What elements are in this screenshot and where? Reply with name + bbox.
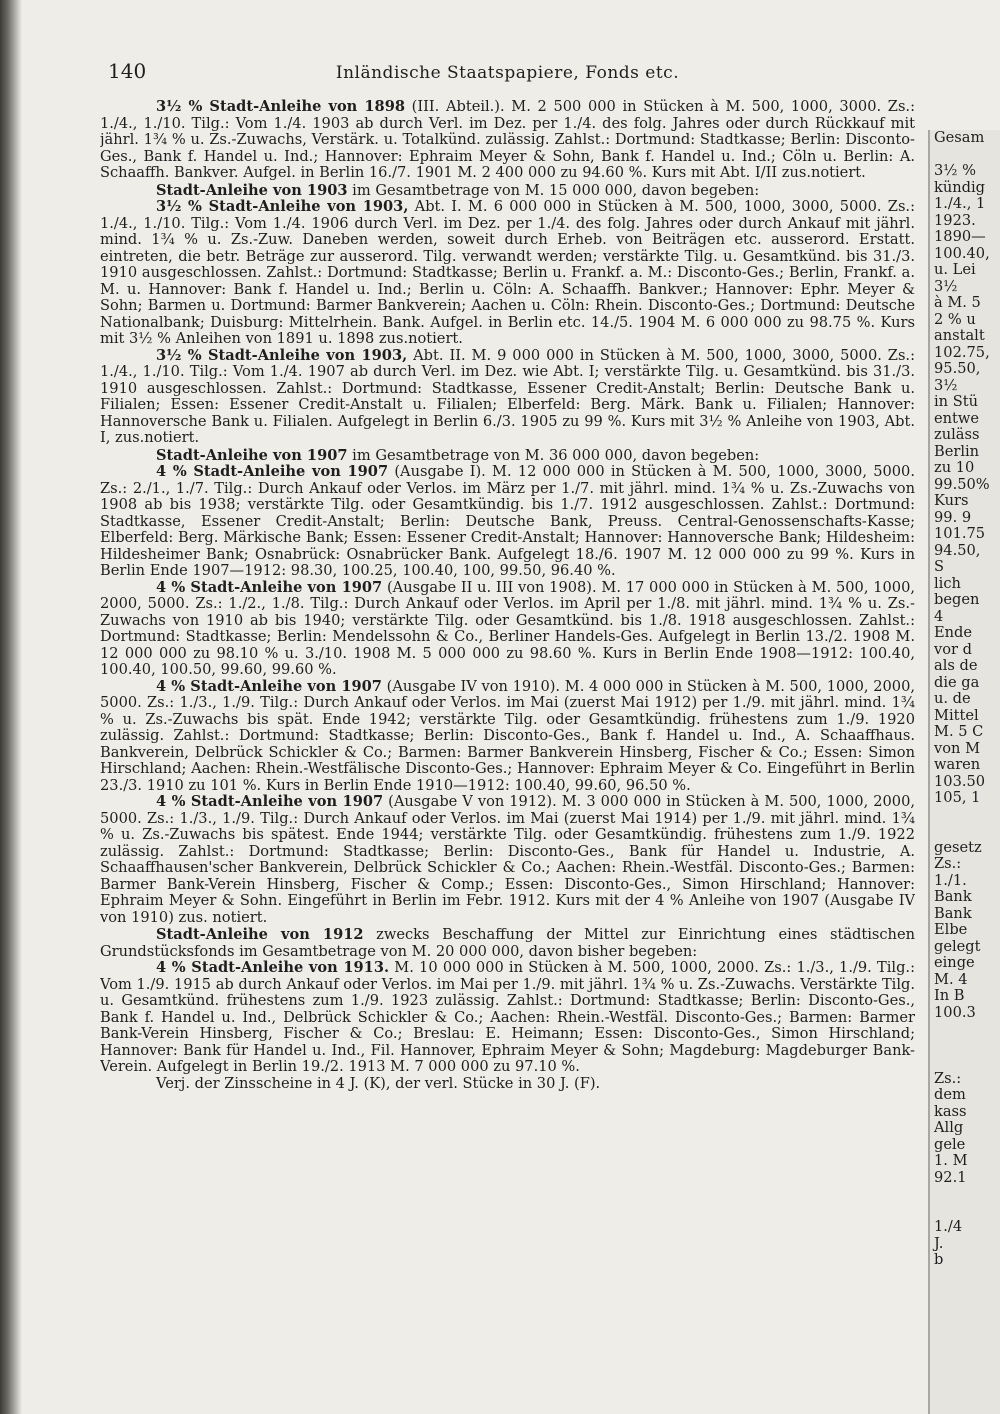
issue-title: 4 % Stadt-Anleihe von 1907 [156, 677, 382, 695]
section-heading-paragraph [100, 927, 915, 960]
adjacent-page-fragment: 1923. [934, 211, 976, 229]
adjacent-page-fragment: 105, 1 [934, 789, 981, 806]
section-heading-paragraph [100, 183, 915, 200]
adjacent-page-fragment: 3½ [934, 376, 958, 394]
adjacent-page-fragment: u. de [934, 690, 971, 707]
adjacent-page-fragment: als de [934, 657, 978, 674]
issue-title: 4 % Stadt-Anleihe von 1913. [156, 959, 390, 976]
issue-text: (Ausgabe V von 1912). M. 3 000 000 in Stücken à M. 500, 1000, 2000, 5000. Zs.: 1./3., 1./9. Tilg.: Durch Ankauf oder Verlos. im Mai (zuerst Mai 1914) per 1./9. mit jährl. mind. 1¾ % u. Zs.-Zuwachs bis spätest. Ende 1944; verstärkte Tilg. oder Gesamtkündig. frühestens zum 1./9. 1922 zulässig. Zahlst.: Dortmund: Stadtkasse; Berlin: Disconto-Ges., Bank für Handel u. Industrie, A. Schaaffhausen'scher Bankverein, Delbrück Schickler & Co.; Aachen: Rhein.-Westfäl. Disconto-Ges.; Barmen: Barmer Bank-Verein Hinsberg, Fischer & Comp.; Essen: Disconto-Ges., Simon Hirschland; Hannover: Ephraim Meyer & Sohn. Eingeführt in Berlin im Febr. 1912. Kurs mit der 4 % Anleihe von 1907 (Ausgabe IV von 1910) zus. notiert. [100, 793, 915, 926]
adjacent-page-fragment: 102.75, [934, 343, 990, 361]
adjacent-page-fragment: in Stü [934, 393, 978, 410]
adjacent-page-fragment: kass [934, 1102, 967, 1120]
issue-text: M. 10 000 000 in Stücken à M. 500, 1000, 2000. Zs.: 1./3., 1./9. Tilg.: Vom 1./9. 1915 ab durch Ankauf oder Verlos. im Mai per 1./9. mit jährl. 1¾ % u. Zs.-Zuwachs. Verstärkte Tilg. u. Gesamtkünd. frühestens zum 1./9. 1923 zulässig. Zahlst.: Dortmund: Stadtkasse; Berlin: Disconto-Ges., Bank f. Handel u. Ind., Delbrück Schickler & Co.; Aachen: Rhein.-Westfäl. Disconto-Ges.; Barmen: Barmer Bank-Verein Hinsberg, Fischer & Co.; Breslau: E. Heimann; Essen: Disconto-Ges., Simon Hirschland; Hannover: Bank für Handel u. Ind., Fil. Hannover, Ephraim Meyer & Sohn; Magdeburg: Magdeburger Bank-Verein. Aufgelegt in Berlin 19./2. 1913 M. 7 000 000 zu 97.10 %. [100, 959, 915, 1075]
adjacent-page-fragment: gele [934, 1135, 966, 1153]
running-head: Inländische Staatspapiere, Fonds etc. [335, 63, 680, 83]
adjacent-page-fragment: Gesam [934, 130, 985, 146]
adjacent-page-fragment: entwe [934, 409, 980, 427]
adjacent-page-fragment: J. [934, 1234, 944, 1252]
adjacent-page-fragment: In B [934, 987, 965, 1004]
issue-text: zwecks Beschaffung der Mittel zur Einrichtung eines städtischen Grundstücksfonds im Gesamtbetrage von M. 20 000 000, davon bisher begeben: [100, 926, 915, 960]
adjacent-page-text [930, 130, 1000, 1269]
adjacent-page-fragment: 103.50 [934, 772, 986, 790]
adjacent-page-fragment: 95.50, [934, 360, 981, 377]
adjacent-page-fragment: Zs.: [934, 1069, 962, 1087]
adjacent-page-fragment [934, 1186, 1000, 1203]
adjacent-page-fragment: von M [934, 739, 981, 757]
body-text [100, 99, 915, 1092]
issue-text: (III. Abteil.). M. 2 500 000 in Stücken à M. 500, 1000, 3000. Zs.: 1./4., 1./10. Tilg.: Vom 1./4. 1903 ab durch Verl. im Dez. per 1./4. des folg. Jahres oder durch Rückkauf mit jährl. 1¾ % u. Zs.-Zuwachs, Verstärk. u. Totalkünd. zulässig. Zahlst.: Dortmund: Stadtkasse; Berlin: Disconto-Ges., Bank f. Handel u. Ind.; Hannover: Ephraim Meyer & Sohn, Bank f. Handel u. Ind.; Cöln u. Berlin: A. Schaaffh. Bankver. Aufgel. in Berlin 16./7. 1901 M. 2 400 000 zu 94.60 %. Kurs mit Abt. I/II zus.notiert. [100, 98, 915, 181]
adjacent-page-fragment [934, 807, 1000, 824]
issue-text: Abt. II. M. 9 000 000 in Stücken à M. 500, 1000, 3000, 5000. Zs.: 1./4., 1./10. Tilg.: Vom 1./4. 1907 ab durch Verl. im Dez. wie Abt. I; verstärkte Tilg. u. Gesamtkünd. bis 31./3. 1910 ausgeschlossen. Zahlst.: Dortmund: Stadtkasse, Essener Credit-Anstalt; Berlin: Deutsche Bank u. Filialen; Essen: Essener Credit-Anstalt u. Filialen; Elberfeld: Berg. Märk. Bank u. Filialen; Hannover: Hannoversche Bank u. Filialen. Aufgelegt in Berlin 6./3. 1905 zu 99 %. Kurs mit 3½ % Anleihe von 1903, Abt. I, zus.notiert. [100, 346, 915, 446]
adjacent-page-fragment: lich [934, 574, 961, 592]
adjacent-page-fragment [934, 147, 1000, 164]
issue-text: Verj. der Zinsscheine in 4 J. (K), der verl. Stücke in 30 J. (F). [156, 1074, 601, 1092]
issue-title: 3½ % Stadt-Anleihe von 1898 [156, 98, 406, 115]
adjacent-page-fragment: Zs.: [934, 855, 962, 872]
adjacent-page-fragment: Mittel [934, 706, 979, 724]
issue-text: Abt. I. M. 6 000 000 in Stücken à M. 500, 1000, 3000, 5000. Zs.: 1./4., 1./10. Tilg.: Vom 1./4. 1906 durch Verl. im Dez. per 1./4. des folg. Jahres oder durch Ankauf mit jährl. mind. 1¾ % u. Zs.-Zuw. Daneben werden, soweit durch Erheb. von Beiträgen etc. ausserord. Erstatt. eintreten, die betr. Beträge zur ausserord. Tilg. verwandt werden; verstärkte Tilg. u. Gesamtkünd. bis 31./3. 1910 ausgeschlossen. Zahlst.: Dortmund: Stadtkasse; Berlin u. Frankf. a. M.: Disconto-Ges.; Berlin, Frankf. a. M. u. Hannover: Bank f. Handel u. Ind.; Berlin u. Cöln: A. Schaaffh. Bankver.; Hannover: Ephr. Meyer & Sohn; Barmen u. Dortmund: Barmer Bankverein; Aachen u. Cöln: Rhein. Disconto-Ges.; Dortmund: Deutsche Nationalbank; Duisburg: Mittelrhein. Bank. Aufgel. in Berlin etc. 14./5. 1904 M. 6 000 000 zu 98.75 %. Kurs mit 3½ % Anleihen von 1891 u. 1898 zus.notiert. [100, 198, 915, 347]
adjacent-page-fragment: Bank [934, 888, 972, 905]
issue-title: 3½ % Stadt-Anleihe von 1903, [156, 198, 409, 215]
bond-issue-paragraph [100, 348, 915, 447]
issue-title: 4 % Stadt-Anleihe von 1907 [156, 463, 389, 480]
book-binding-shadow [0, 0, 22, 1414]
adjacent-page-fragment: die ga [934, 673, 980, 691]
adjacent-page-fragment: M. 5 C [934, 723, 984, 740]
adjacent-page-fragment: 100.3 [934, 1003, 976, 1021]
adjacent-page-fragment [934, 1203, 1000, 1220]
main-column [100, 55, 915, 1385]
adjacent-page-fragment: 1./4., 1 [934, 195, 986, 212]
issue-title: Stadt-Anleihe von 1912 [156, 926, 364, 943]
adjacent-page-fragment: 100.40, [934, 244, 990, 262]
issue-title: Stadt-Anleihe von 1903 [156, 181, 348, 199]
issue-text: (Ausgabe IV von 1910). M. 4 000 000 in Stücken à M. 500, 1000, 2000, 5000. Zs.: 1./3., 1./9. Tilg.: Durch Ankauf oder Verlos. im Mai (zuerst Mai 1912) per 1./9. mit jährl. mind. 1¾ % u. Zs.-Zuwachs bis spät. Ende 1942; verstärkte Tilg. oder Gesamtkündig. frühestens zum 1./9. 1920 zulässig. Zahlst.: Dortmund: Stadtkasse; Berlin: Disconto-Ges., Bank f. Handel u. Ind., A. Schaaffhaus. Bankverein, Delbrück Schickler & Co.; Barmen: Barmer Bankverein Hinsberg, Fischer & Co.; Essen: Simon Hirschland; Aachen: Rhein.-Westfälische Disconto-Ges.; Hannover: Ephraim Meyer & Co. Eingeführt in Berlin 23./3. 1910 zu 101 %. Kurs in Berlin Ende 1910—1912: 100.40, 99.60, 96.50 %. [100, 677, 915, 794]
adjacent-page-fragment: 99. 9 [934, 508, 972, 526]
issue-title: 4 % Stadt-Anleihe von 1907 [156, 578, 383, 596]
page-header [100, 55, 915, 99]
adjacent-page-fragment: 1./1. [934, 871, 967, 889]
adjacent-page-fragment: 4 [934, 607, 944, 625]
issue-text: (Ausgabe I). M. 12 000 000 in Stücken à M. 500, 1000, 3000, 5000. Zs.: 2./1., 1./7. Tilg.: Durch Ankauf oder Verlos. im März per 1./7. mit jährl. mind. 1¾ % u. Zs.-Zuwachs von 1908 ab bis 1938; verstärkte Tilg. oder Gesamtkündig. bis 1./7. 1912 ausgeschlossen. Zahlst.: Dortmund: Stadtkasse, Essener Credit-Anstalt; Berlin: Deutsche Bank, Preuss. Central-Genossenschafts-Kasse; Elberfeld: Berg. Märkische Bank; Essen: Essener Credit-Anstalt; Hannover: Hannoversche Bank; Hildesheim: Hildesheimer Bank; Osnabrück: Osnabrücker Bank. Aufgelegt 18./6. 1907 M. 12 000 000 zu 99 %. Kurs in Berlin Ende 1907—1912: 98.30, 100.25, 100.40, 100, 99.50, 96.40 %. [100, 463, 915, 579]
adjacent-page-fragment [934, 1021, 1000, 1038]
issue-title: Stadt-Anleihe von 1907 [156, 446, 348, 464]
bond-issue-paragraph [100, 199, 915, 348]
bond-issue-paragraph [100, 960, 915, 1076]
adjacent-page-fragment: 94.50, [934, 541, 981, 559]
bond-issue-paragraph [100, 580, 915, 679]
adjacent-page-fragment: 1./4 [934, 1218, 963, 1235]
adjacent-page-fragment: 3½ [934, 277, 958, 295]
issue-text: im Gesamtbetrage von M. 36 000 000, davon begeben: [347, 446, 760, 464]
adjacent-page-fragment: Elbe [934, 921, 968, 938]
adjacent-page-fragment: 1890— [934, 228, 986, 245]
adjacent-page-fragment: 92.1 [934, 1168, 967, 1186]
adjacent-page-fragment: 101.75 [934, 525, 986, 542]
adjacent-page-fragment: Kurs [934, 492, 969, 509]
adjacent-page-fragment: begen [934, 591, 980, 608]
issue-title: 3½ % Stadt-Anleihe von 1903, [156, 346, 408, 364]
bond-issue-paragraph [100, 794, 915, 926]
adjacent-page-fragment: gelegt [934, 937, 981, 955]
adjacent-page-fragment: gesetz [934, 838, 982, 856]
adjacent-page-fragment: anstalt [934, 327, 985, 344]
adjacent-page-fragment: S [934, 558, 944, 575]
adjacent-page-fragment: u. Lei [934, 261, 976, 278]
adjacent-page-fragment [934, 823, 1000, 840]
adjacent-page-fragment: 2 % u [934, 310, 976, 328]
adjacent-page-fragment: dem [934, 1086, 966, 1103]
adjacent-page-fragment: einge [934, 954, 975, 971]
adjacent-page-edge [928, 130, 1000, 1414]
issue-title: 4 % Stadt-Anleihe von 1907 [156, 793, 384, 810]
adjacent-page-fragment: Berlin [934, 442, 980, 460]
bond-issue-paragraph [100, 99, 915, 182]
adjacent-page-fragment: zu 10 [934, 459, 975, 476]
adjacent-page-fragment: Bank [934, 904, 972, 922]
adjacent-page-fragment [934, 1038, 1000, 1055]
adjacent-page-fragment: zuläss [934, 426, 980, 443]
adjacent-page-fragment: kündig [934, 178, 985, 196]
adjacent-page-fragment: Ende [934, 624, 973, 641]
adjacent-page-fragment: 99.50% [934, 475, 990, 493]
bond-issue-paragraph [100, 464, 915, 580]
footnote-paragraph [100, 1076, 915, 1093]
adjacent-page-fragment: waren [934, 756, 981, 773]
issue-text: (Ausgabe II u. III von 1908). M. 17 000 000 in Stücken à M. 500, 1000, 2000, 5000. Zs.: 1./2., 1./8. Tilg.: Durch Ankauf oder Verlos. im April per 1./8. mit jährl. mind. 1¾ % u. Zs.-Zuwachs von 1910 ab bis 1940; verstärkte Tilg. oder Gesamtkünd. bis 1./8. 1918 ausgeschlossen. Zahlst.: Dortmund: Stadtkasse; Berlin: Mendelssohn & Co., Berliner Handels-Ges. Aufgelegt in Berlin 13./2. 1908 M. 12 000 000 zu 98.10 % u. 3./10. 1908 M. 5 000 000 zu 98.60 %. Kurs in Berlin Ende 1908—1912: 100.40, 100.40, 100.50, 99.60, 99.60 %. [100, 578, 915, 678]
page-number: 140 [108, 59, 147, 83]
adjacent-page-fragment: 3½ % [934, 162, 976, 179]
adjacent-page-fragment: à M. 5 [934, 294, 981, 311]
adjacent-page-fragment: M. 4 [934, 970, 968, 988]
section-heading-paragraph [100, 448, 915, 465]
adjacent-page-fragment: Allg [934, 1119, 964, 1136]
bond-issue-paragraph [100, 679, 915, 795]
adjacent-page-fragment: vor d [934, 640, 972, 658]
issue-text: im Gesamtbetrage von M. 15 000 000, davon begeben: [347, 181, 760, 199]
adjacent-page-fragment: 1. M [934, 1152, 968, 1169]
adjacent-page-fragment [934, 1054, 1000, 1071]
adjacent-page-fragment: b [934, 1251, 944, 1268]
